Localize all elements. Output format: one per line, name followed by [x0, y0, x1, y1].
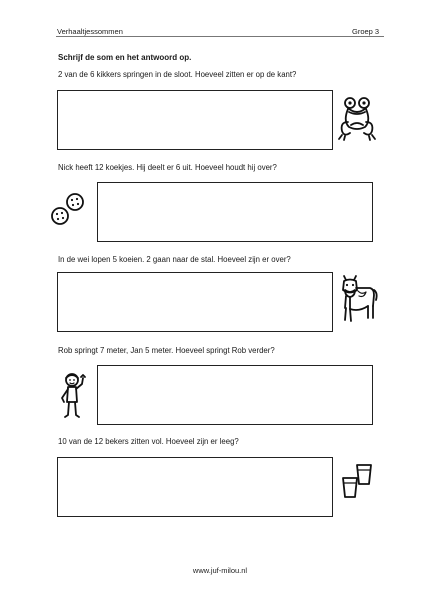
grade-label: Groep 3: [352, 27, 380, 36]
cow-icon: [340, 276, 378, 324]
cups-icon: [340, 460, 376, 500]
worksheet-title: Verhaaltjessommen: [57, 27, 123, 36]
cookies-icon: [48, 192, 90, 226]
answer-box-5[interactable]: [57, 457, 333, 517]
question-1-text: 2 van de 6 kikkers springen in de sloot. Hoeveel zitten er op de kant?: [58, 70, 297, 79]
frog-icon: [338, 95, 378, 143]
question-5-text: 10 van de 12 bekers zitten vol. Hoeveel zijn er leeg?: [58, 437, 239, 446]
boy-icon: [56, 372, 90, 420]
header-divider: [56, 36, 384, 37]
answer-box-1[interactable]: [57, 90, 333, 150]
question-2-text: Nick heeft 12 koekjes. Hij deelt er 6 uit. Hoeveel houdt hij over?: [58, 163, 277, 172]
footer-url: www.juf-milou.nl: [192, 566, 248, 575]
answer-box-4[interactable]: [97, 365, 373, 425]
answer-box-2[interactable]: [97, 182, 373, 242]
instruction-text: Schrijf de som en het antwoord op.: [58, 53, 192, 62]
question-3-text: In de wei lopen 5 koeien. 2 gaan naar de stal. Hoeveel zijn er over?: [58, 255, 291, 264]
question-4-text: Rob springt 7 meter, Jan 5 meter. Hoeveel springt Rob verder?: [58, 346, 275, 355]
answer-box-3[interactable]: [57, 272, 333, 332]
